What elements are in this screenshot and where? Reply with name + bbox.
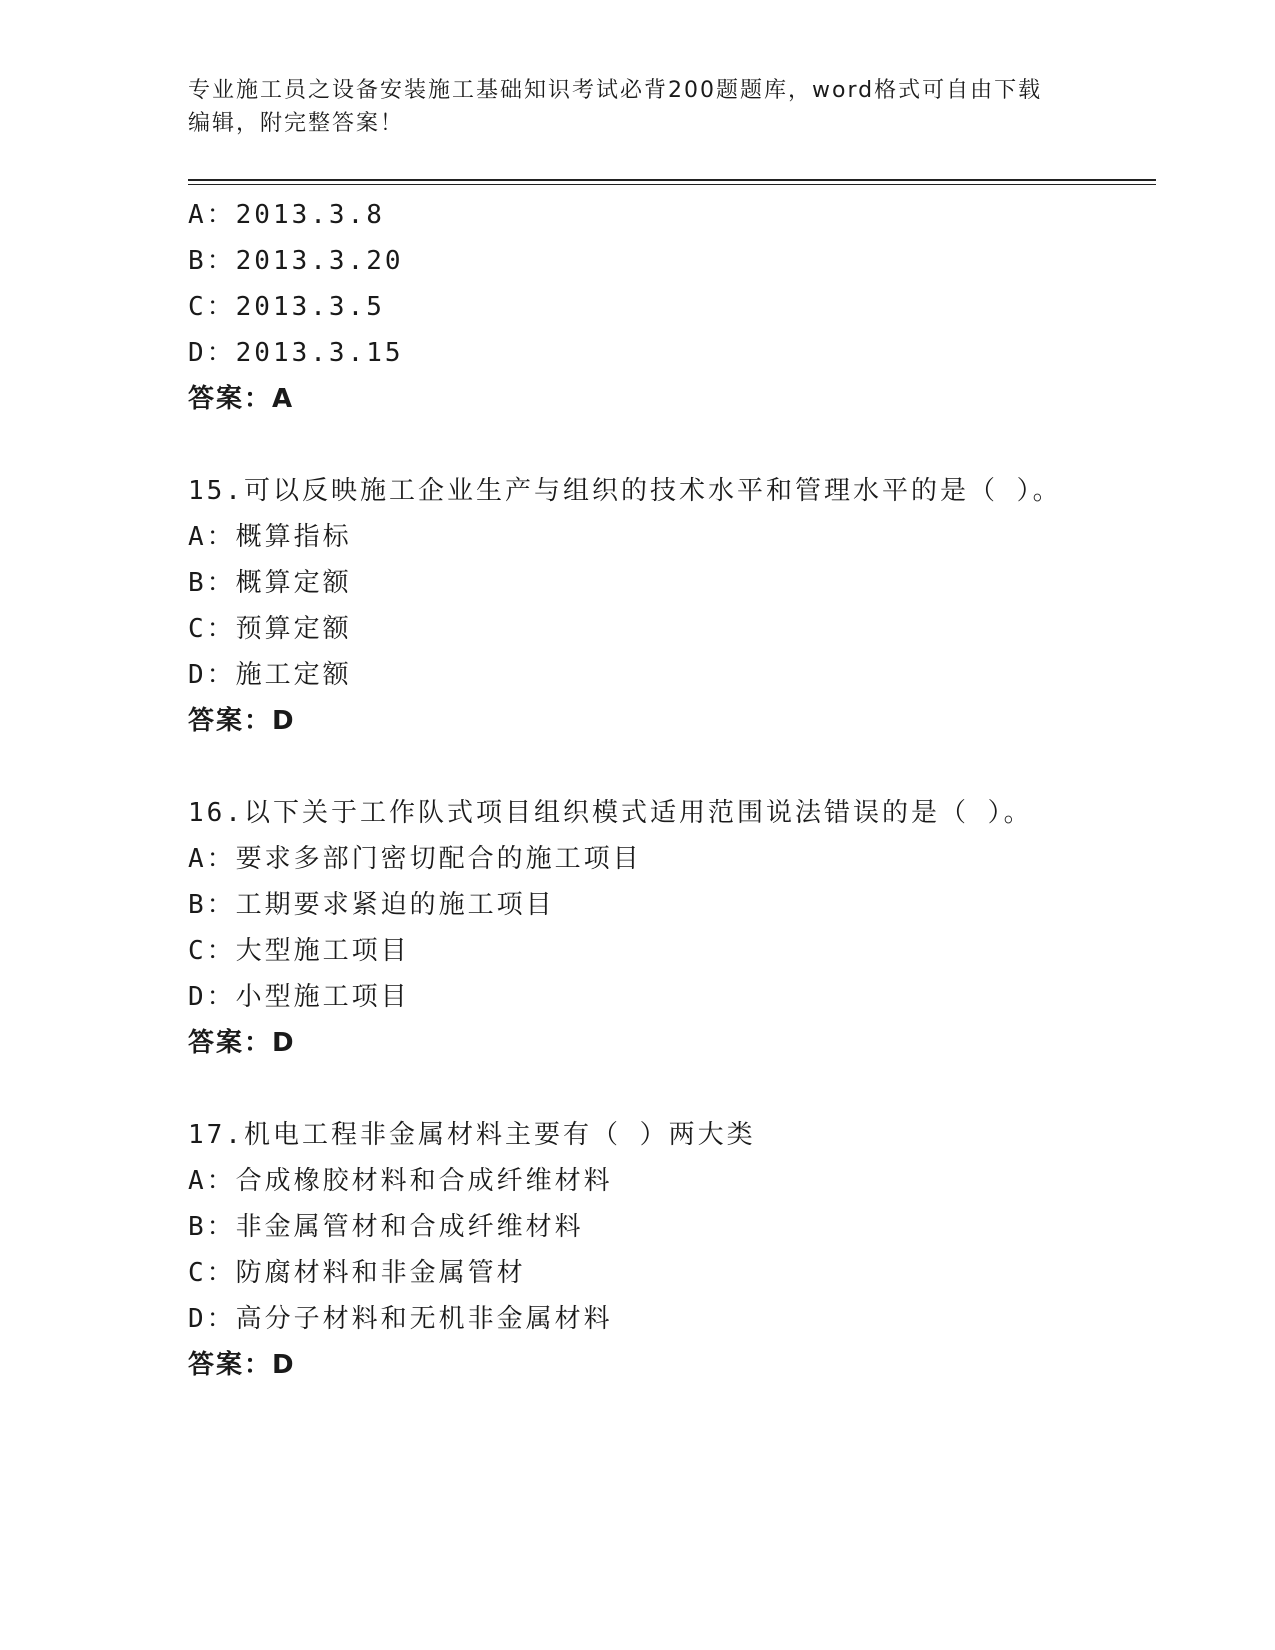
option-label: B：: [188, 246, 236, 276]
question-text: 可以反映施工企业生产与组织的技术水平和管理水平的是（ ）。: [243, 476, 1062, 506]
option-label: C：: [188, 1258, 236, 1288]
option-label: D：: [188, 660, 236, 690]
option-label: C：: [188, 936, 236, 966]
option-b: [188, 238, 1156, 284]
option-label: D：: [188, 982, 236, 1012]
header-title-line-2: 编辑，附完整答案！: [188, 111, 405, 136]
option-b: [188, 560, 1156, 606]
question-number: 15.: [188, 476, 244, 506]
option-text: 工期要求紧迫的施工项目: [235, 890, 555, 920]
answer-value: D: [272, 706, 297, 736]
answer-value: D: [272, 1350, 297, 1380]
option-a: [188, 192, 1156, 238]
question-number: 16.: [188, 798, 244, 828]
answer-line: [188, 698, 1156, 744]
option-label: C：: [188, 292, 236, 322]
option-text: 非金属管材和合成纤维材料: [235, 1212, 584, 1242]
option-d: [188, 652, 1156, 698]
option-text: 2013.3.20: [235, 246, 404, 276]
option-label: D：: [188, 338, 236, 368]
option-label: B：: [188, 890, 236, 920]
option-a: [188, 836, 1156, 882]
question-block-15: [188, 468, 1156, 744]
question-stem: [188, 1112, 1156, 1158]
option-b: [188, 882, 1156, 928]
option-label: B：: [188, 1212, 236, 1242]
answer-label: 答案：: [188, 1350, 273, 1380]
answer-label: 答案：: [188, 706, 273, 736]
option-label: B：: [188, 568, 236, 598]
answer-line: [188, 1020, 1156, 1066]
option-text: 2013.3.15: [235, 338, 404, 368]
document-header: [188, 74, 1088, 140]
option-text: 高分子材料和无机非金属材料: [235, 1304, 613, 1334]
question-block-partial: [188, 192, 1156, 422]
option-b: [188, 1204, 1156, 1250]
header-divider-thick: [188, 179, 1156, 181]
option-c: [188, 928, 1156, 974]
option-d: [188, 330, 1156, 376]
option-text: 防腐材料和非金属管材: [235, 1258, 526, 1288]
question-text: 机电工程非金属材料主要有（ ）两大类: [243, 1120, 756, 1150]
option-text: 要求多部门密切配合的施工项目: [235, 844, 642, 874]
answer-value: A: [272, 384, 296, 414]
question-block-17: [188, 1112, 1156, 1388]
option-label: A：: [188, 200, 236, 230]
option-text: 概算指标: [235, 522, 352, 552]
answer-line: [188, 1342, 1156, 1388]
option-text: 概算定额: [235, 568, 352, 598]
option-text: 施工定额: [235, 660, 352, 690]
option-a: [188, 1158, 1156, 1204]
option-text: 小型施工项目: [235, 982, 410, 1012]
option-a: [188, 514, 1156, 560]
option-label: A：: [188, 522, 236, 552]
option-text: 2013.3.8: [235, 200, 385, 230]
option-c: [188, 1250, 1156, 1296]
option-label: C：: [188, 614, 236, 644]
answer-label: 答案：: [188, 1028, 273, 1058]
header-divider-thin: [188, 184, 1156, 185]
answer-label: 答案：: [188, 384, 273, 414]
answer-value: D: [272, 1028, 297, 1058]
option-d: [188, 1296, 1156, 1342]
header-title-line-1: 专业施工员之设备安装施工基础知识考试必背200题题库，word格式可自由下载: [188, 78, 1043, 103]
question-number: 17.: [188, 1120, 244, 1150]
option-label: D：: [188, 1304, 236, 1334]
option-text: 2013.3.5: [235, 292, 385, 322]
question-list: [188, 192, 1156, 1388]
question-block-16: [188, 790, 1156, 1066]
option-c: [188, 606, 1156, 652]
question-text: 以下关于工作队式项目组织模式适用范围说法错误的是（ ）。: [243, 798, 1033, 828]
option-label: A：: [188, 1166, 236, 1196]
option-text: 大型施工项目: [235, 936, 410, 966]
question-stem: [188, 468, 1156, 514]
option-c: [188, 284, 1156, 330]
question-stem: [188, 790, 1156, 836]
option-label: A：: [188, 844, 236, 874]
option-text: 预算定额: [235, 614, 352, 644]
option-d: [188, 974, 1156, 1020]
option-text: 合成橡胶材料和合成纤维材料: [235, 1166, 613, 1196]
answer-line: [188, 376, 1156, 422]
